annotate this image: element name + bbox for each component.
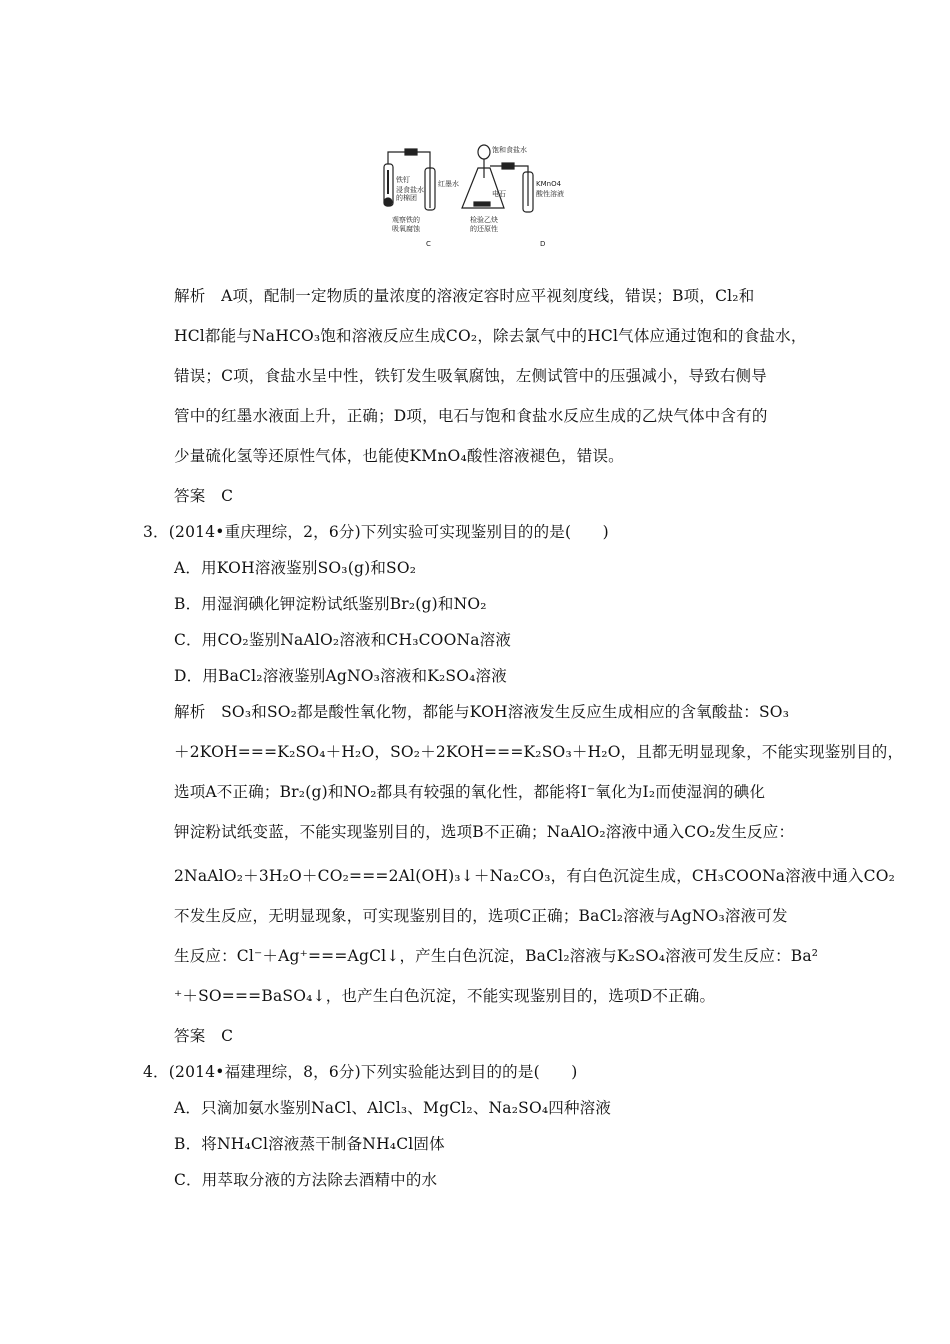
label-ink: 红墨水 — [438, 180, 459, 188]
calcium-carbide — [474, 202, 490, 206]
q4-option: B．将NH₄Cl溶液蒸干制备NH₄Cl固体 — [174, 1135, 445, 1153]
q3-analysis-line: 生反应：Cl⁻＋Ag⁺===AgCl↓，产生白色沉淀，BaCl₂溶液与K₂SO₄溶液可发生反应：Ba² — [174, 947, 819, 965]
q3-analysis-line: 不发生反应，无明显现象，可实现鉴别目的，选项C正确；BaCl₂溶液与AgNO₃溶液可发 — [174, 907, 788, 925]
analysis1-line: 管中的红墨水液面上升，正确；D项，电石与饱和食盐水反应生成的乙炔气体中含有的 — [174, 407, 768, 425]
answer1: 答案 C — [174, 487, 234, 505]
q3-analysis-line: ＋2KOH===K₂SO₄＋H₂O，SO₂＋2KOH===K₂SO₃＋H₂O，且都无明显现象，不能实现鉴别目的， — [174, 743, 904, 761]
separatory-funnel — [478, 145, 490, 159]
label-cotton-2: 的棉团 — [396, 194, 417, 202]
q3-analysis-line: ⁺＋SO===BaSO₄↓，也产生白色沉淀，不能实现鉴别目的，选项D不正确。 — [174, 987, 716, 1005]
caption-d-1: 检验乙炔 — [470, 216, 498, 224]
q3-analysis-line: 解析 SO₃和SO₂都是酸性氧化物，都能与KOH溶液发生反应生成相应的含氧酸盐：SO₃ — [174, 703, 790, 721]
analysis1-line: 解析 A项，配制一定物质的量浓度的溶液定容时应平视刻度线，错误；B项，Cl₂和 — [174, 287, 755, 305]
rubber-connector — [405, 149, 417, 155]
label-kmno4: KMnO4 — [536, 180, 562, 188]
q3-option: A．用KOH溶液鉴别SO₃(g)和SO₂ — [174, 559, 417, 577]
cotton-ball — [384, 198, 392, 206]
analysis1-line: HCl都能与NaHCO₃饱和溶液反应生成CO₂，除去氯气中的HCl气体应通过饱和的食盐水， — [174, 327, 807, 345]
rubber-connector — [502, 163, 514, 169]
q3-answer: 答案 C — [174, 1027, 234, 1045]
caption-c-2: 吸氧腐蚀 — [392, 225, 420, 233]
analysis1-line: 少量硫化氢等还原性气体，也能使KMnO₄酸性溶液褪色，错误。 — [174, 447, 624, 465]
analysis1-line: 错误；C项，食盐水呈中性，铁钉发生吸氧腐蚀，左侧试管中的压强减小，导致右侧导 — [174, 367, 767, 385]
label-d: D — [540, 240, 546, 248]
q3-analysis-line: 2NaAlO₂＋3H₂O＋CO₂===2Al(OH)₃↓＋Na₂CO₃，有白色沉淀生成，CH₃COONa溶液中通入CO₂ — [174, 867, 896, 885]
q3-analysis-line: 钾淀粉试纸变蓝，不能实现鉴别目的，选项B不正确；NaAlO₂溶液中通入CO₂发生反应： — [174, 823, 795, 841]
caption-c-1: 观察铁的 — [392, 216, 420, 224]
label-nail: 铁钉 — [396, 176, 410, 184]
q3-option: C．用CO₂鉴别NaAlO₂溶液和CH₃COONa溶液 — [174, 631, 512, 649]
q4-option: A．只滴加氨水鉴别NaCl、AlCl₃、MgCl₂、Na₂SO₄四种溶液 — [174, 1099, 612, 1117]
q4-option: C．用萃取分液的方法除去酒精中的水 — [174, 1171, 438, 1189]
q3-option: D．用BaCl₂溶液鉴别AgNO₃溶液和K₂SO₄溶液 — [174, 667, 507, 685]
q3-stem: 3．(2014•重庆理综，2，6分)下列实验可实现鉴别目的的是( ) — [143, 523, 609, 541]
caption-d-2: 的还原性 — [470, 225, 498, 233]
apparatus-d — [462, 145, 533, 212]
q4-stem: 4．(2014•福建理综，8，6分)下列实验能达到目的的是( ) — [143, 1063, 578, 1081]
label-acid: 酸性溶液 — [536, 190, 564, 198]
q3-option: B．用湿润碘化钾淀粉试纸鉴别Br₂(g)和NO₂ — [174, 595, 487, 613]
label-cotton-1: 浸食盐水 — [396, 186, 424, 194]
label-funnel: 饱和食盐水 — [492, 146, 527, 154]
label-c: C — [426, 240, 431, 248]
label-stone: 电石 — [492, 190, 506, 198]
q3-analysis-line: 选项A不正确；Br₂(g)和NO₂都具有较强的氧化性，都能将I⁻氧化为I₂而使湿润的碘化 — [174, 783, 766, 801]
apparatus-figure — [378, 138, 578, 250]
